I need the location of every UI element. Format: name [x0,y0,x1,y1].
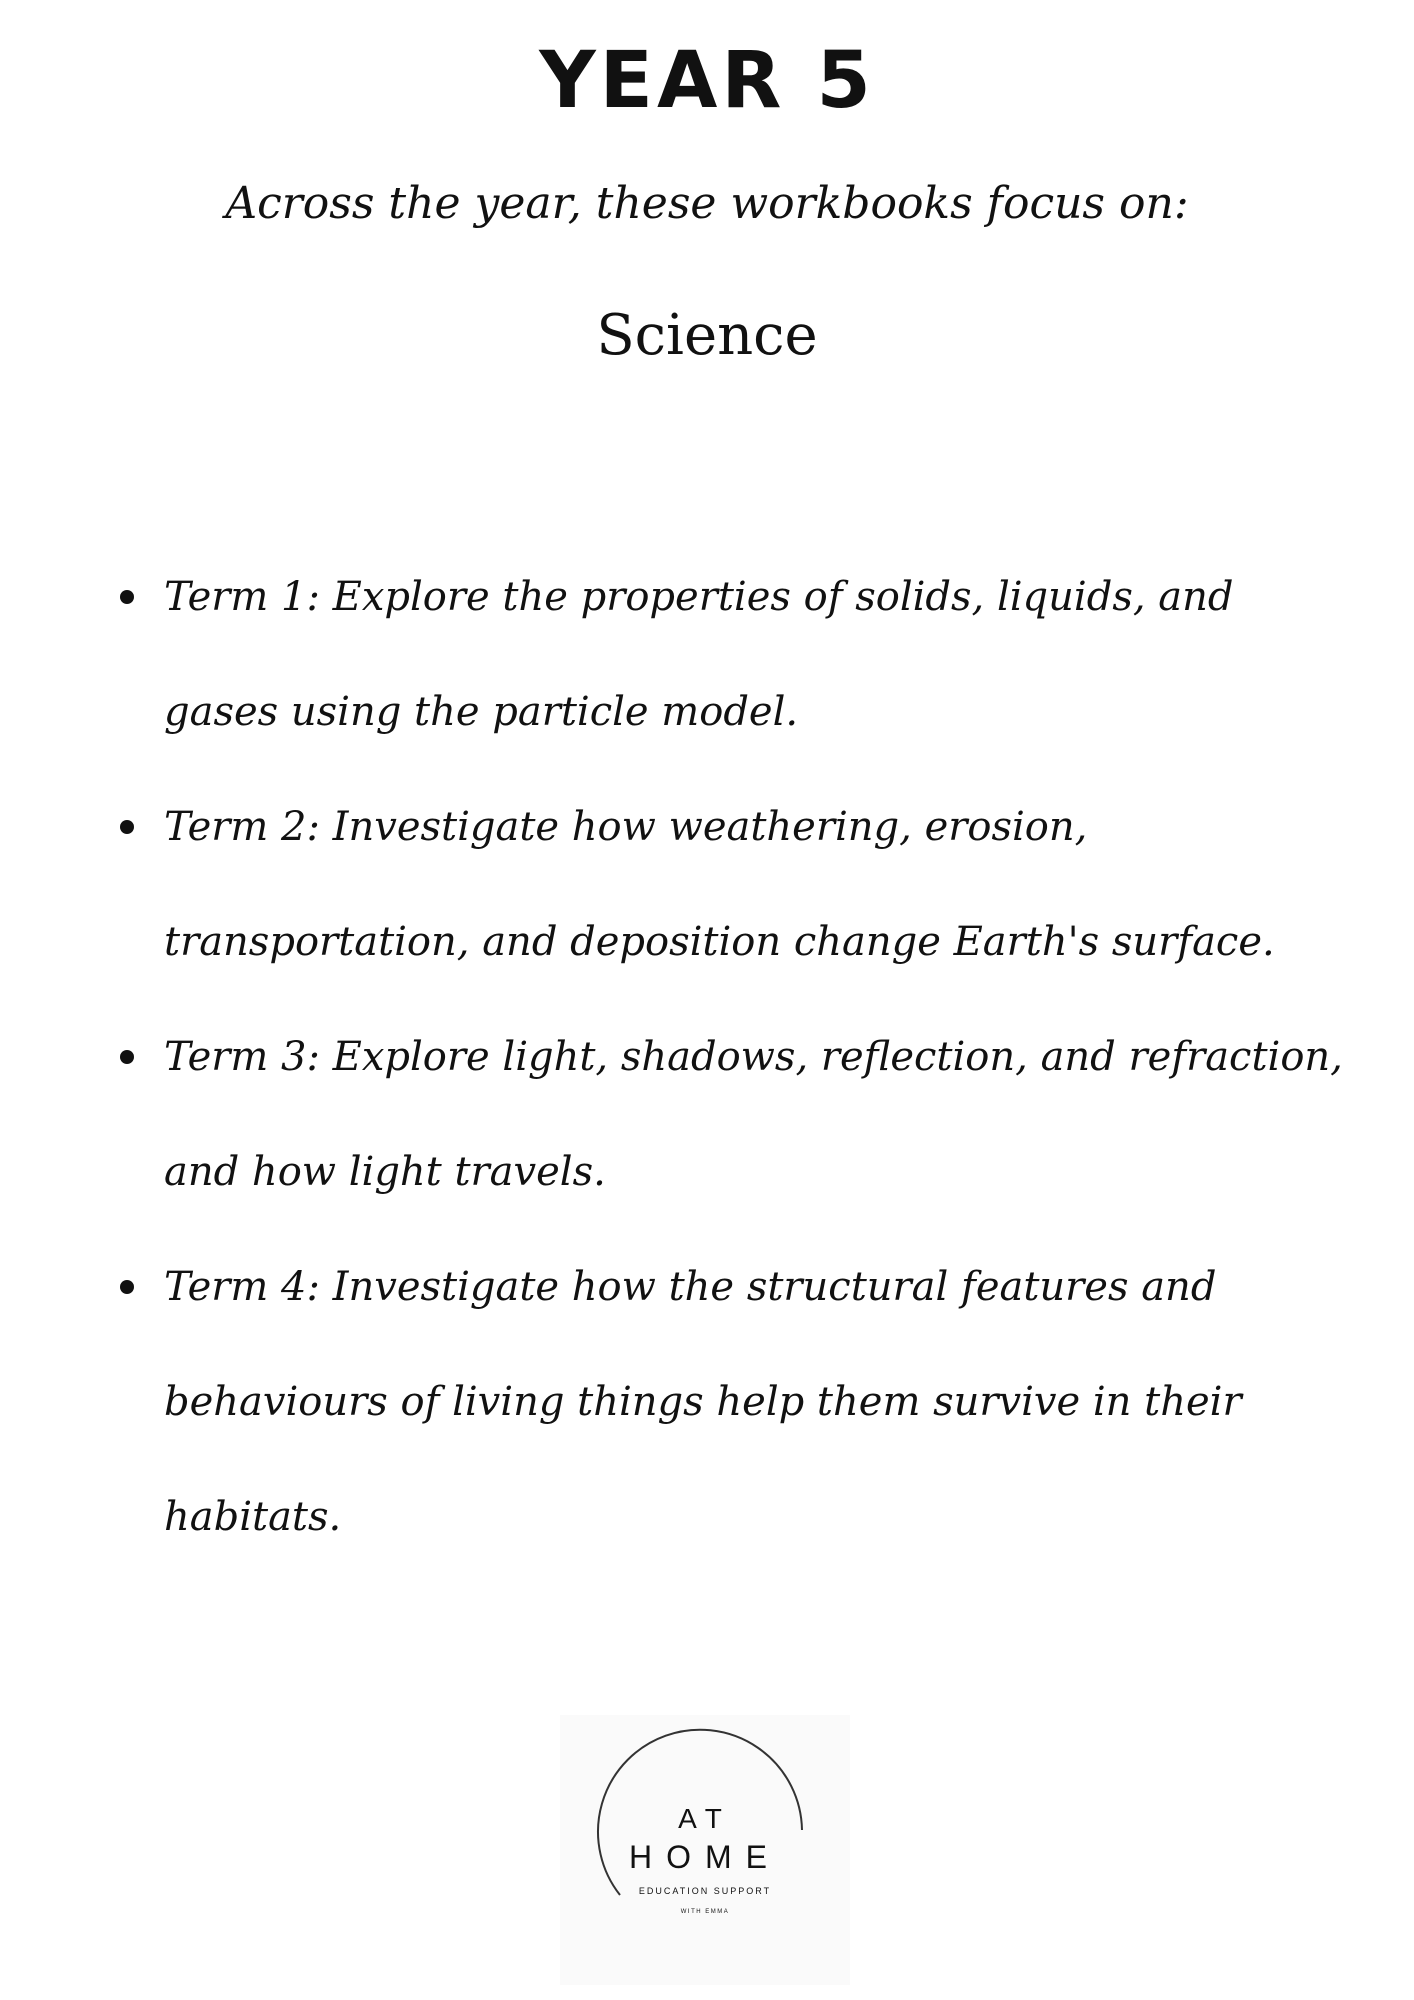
list-item [120,1230,1360,1575]
bullet-icon [120,1280,134,1294]
page-title: YEAR 5 [539,36,875,126]
subject-heading: Science [596,303,818,368]
term-list [120,540,1360,1575]
logo-text-at: AT [678,1803,732,1834]
logo-text-with: WITH EMMA [680,1909,730,1915]
logo-text-education: EDUCATION SUPPORT [638,1886,772,1896]
term-text: Term 3: Explore light, shadows, reflection, and refraction, and how light travels. [164,1034,1343,1195]
term-text: Term 4: Investigate how the structural features and behaviours of living things help them survive in their habitats. [164,1264,1242,1540]
term-text: Term 1: Explore the properties of solids, liquids, and gases using the particle model. [164,574,1234,735]
page-subtitle: Across the year, these workbooks focus on: [225,178,1189,229]
brand-logo [560,1715,850,1985]
list-item [120,1000,1360,1230]
list-item [120,540,1360,770]
bullet-icon [120,1050,134,1064]
list-item [120,770,1360,1000]
bullet-icon [120,820,134,834]
logo-text-home: HOME [629,1839,781,1875]
term-text: Term 2: Investigate how weathering, erosion, transportation, and deposition change Earth's surface. [164,804,1275,965]
bullet-icon [120,590,134,604]
